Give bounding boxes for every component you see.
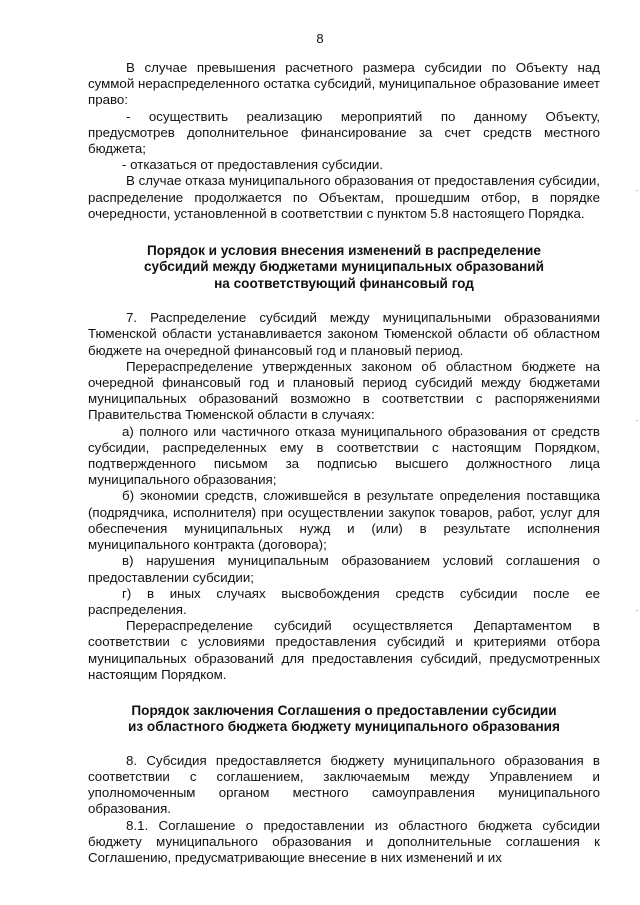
- paragraph: 8. Субсидия предоставляется бюджету муниципального образования в соответствии с соглашением, заключаемым между Управлением и уполномоченным органом местного самоуправления муниципального образования.: [88, 752, 600, 817]
- paragraph-list-item: - осуществить реализацию мероприятий по данному Объекту, предусмотрев дополнительное финансирование за счет средств местного бюджета;: [88, 108, 600, 157]
- heading-line: субсидий между бюджетами муниципальных образований: [143, 259, 545, 275]
- page-number: 8: [316, 31, 324, 46]
- paragraph-list-item: а) полного или частичного отказа муниципального образования от средств субсидии, распределенных ему в соответствии с настоящим Порядком, подтвержденного письмом за подписью высшего должностного лица муниципального образования;: [88, 423, 600, 488]
- scan-artifact: [636, 610, 638, 611]
- section-heading: [88, 703, 600, 736]
- spacer: [88, 292, 600, 310]
- paragraph: В случае отказа муниципального образования от предоставления субсидии, распределение продолжается по Объектам, прошедшим отбор, в порядке очередности, установленной в соответствии с пунктом 5.8 настоящего Порядка.: [88, 173, 600, 221]
- heading-line: из областного бюджета бюджету муниципального образования: [128, 719, 560, 735]
- heading-line: на соответствующий финансовый год: [214, 275, 474, 291]
- section-heading: [88, 243, 600, 292]
- heading-line: Порядок заключения Соглашения о предоставлении субсидии: [131, 702, 557, 718]
- paragraph: 7. Распределение субсидий между муниципальными образованиями Тюменской области устанавливается законом Тюменской области об областном бюджете на очередной финансовый год и плановый период.: [88, 310, 600, 358]
- paragraph-list-item: г) в иных случаях высвобождения средств субсидии после ее распределения.: [88, 585, 600, 617]
- spacer: [88, 683, 600, 703]
- paragraph: В случае превышения расчетного размера субсидии по Объекту над суммой нераспределенного остатка субсидий, муниципальное образование имеет право:: [88, 60, 600, 108]
- spacer: [88, 736, 600, 753]
- paragraph: 8.1. Соглашение о предоставлении из областного бюджета субсидии бюджету муниципального образования и дополнительные соглашения к Соглашению, предусматривающие внесение в них изменений и их: [88, 817, 600, 865]
- document-body: [88, 60, 600, 866]
- paragraph: Перераспределение субсидий осуществляется Департаментом в соответствии с условиями предоставления субсидий и критериями отбора муниципальных образований для предоставления субсидий, предусмотренных настоящим Порядком.: [88, 618, 600, 682]
- paragraph: Перераспределение утвержденных законом об областном бюджете на очередной финансовый год и плановый период субсидий между бюджетами муниципальных образований возможно в соответствии с распоряжениями Правительства Тюменской области в случаях:: [88, 358, 600, 423]
- spacer: [88, 222, 600, 243]
- scan-artifact: [636, 420, 638, 421]
- heading-line: Порядок и условия внесения изменений в распределение: [147, 243, 541, 259]
- paragraph-list-item: - отказаться от предоставления субсидии.: [122, 157, 384, 173]
- paragraph-list-item: б) экономии средств, сложившейся в результате определения поставщика (подрядчика, исполнителя) при осуществлении закупок товаров, работ, услуг для обеспечения муниципальных нужд и (или) в результате исполнения муниципального контракта (договора);: [88, 488, 600, 553]
- scan-artifact: [636, 190, 638, 191]
- paragraph-list-item: в) нарушения муниципальным образованием условий соглашения о предоставлении субсидии;: [88, 553, 600, 585]
